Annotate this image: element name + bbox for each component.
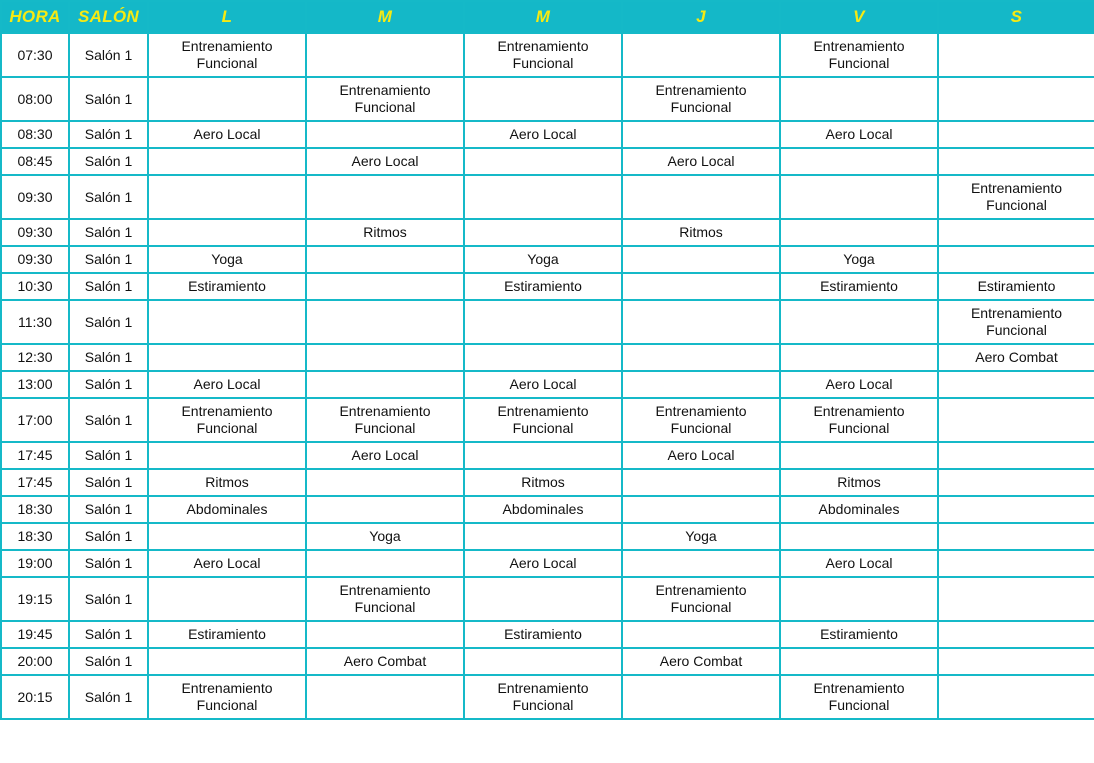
room-cell: Salón 1 [69, 344, 148, 371]
class-cell [622, 469, 780, 496]
class-cell [622, 121, 780, 148]
class-cell: Ritmos [148, 469, 306, 496]
table-row [1, 469, 1094, 496]
time-cell: 18:30 [1, 496, 69, 523]
class-cell [938, 496, 1094, 523]
header-day-s: S [938, 1, 1094, 33]
class-cell: Entrenamiento Funcional [622, 398, 780, 442]
class-cell: Estiramiento [938, 273, 1094, 300]
class-cell [780, 175, 938, 219]
header-day-m1: M [306, 1, 464, 33]
class-cell [622, 273, 780, 300]
class-cell [622, 300, 780, 344]
class-cell: Entrenamiento Funcional [306, 577, 464, 621]
class-cell: Aero Local [464, 550, 622, 577]
class-cell [306, 121, 464, 148]
class-cell: Entrenamiento Funcional [148, 675, 306, 719]
class-cell [938, 523, 1094, 550]
class-cell [938, 648, 1094, 675]
class-cell [938, 121, 1094, 148]
room-cell: Salón 1 [69, 300, 148, 344]
time-cell: 09:30 [1, 246, 69, 273]
class-cell [148, 523, 306, 550]
time-cell: 09:30 [1, 219, 69, 246]
class-cell [464, 77, 622, 121]
class-cell: Entrenamiento Funcional [938, 300, 1094, 344]
class-cell [306, 371, 464, 398]
class-cell [306, 675, 464, 719]
class-cell [464, 648, 622, 675]
time-cell: 12:30 [1, 344, 69, 371]
header-hora: HORA [1, 1, 69, 33]
class-cell [306, 621, 464, 648]
time-cell: 17:45 [1, 442, 69, 469]
class-cell: Estiramiento [464, 621, 622, 648]
class-cell: Aero Local [780, 121, 938, 148]
class-cell [148, 148, 306, 175]
room-cell: Salón 1 [69, 33, 148, 77]
class-cell [622, 371, 780, 398]
time-cell: 08:45 [1, 148, 69, 175]
class-cell [938, 33, 1094, 77]
room-cell: Salón 1 [69, 148, 148, 175]
class-cell [938, 398, 1094, 442]
room-cell: Salón 1 [69, 577, 148, 621]
time-cell: 17:00 [1, 398, 69, 442]
class-cell: Ritmos [780, 469, 938, 496]
class-cell [464, 523, 622, 550]
class-cell [780, 523, 938, 550]
room-cell: Salón 1 [69, 442, 148, 469]
room-cell: Salón 1 [69, 675, 148, 719]
header-day-v: V [780, 1, 938, 33]
class-cell: Aero Combat [622, 648, 780, 675]
class-cell [464, 148, 622, 175]
class-cell: Yoga [148, 246, 306, 273]
table-row [1, 33, 1094, 77]
time-cell: 11:30 [1, 300, 69, 344]
class-cell: Aero Local [622, 148, 780, 175]
class-cell: Entrenamiento Funcional [148, 398, 306, 442]
class-cell [306, 550, 464, 577]
class-cell: Entrenamiento Funcional [306, 398, 464, 442]
time-cell: 13:00 [1, 371, 69, 398]
class-cell: Aero Local [780, 550, 938, 577]
table-row [1, 273, 1094, 300]
table-row [1, 648, 1094, 675]
class-cell [780, 648, 938, 675]
class-cell [306, 175, 464, 219]
class-cell [938, 77, 1094, 121]
room-cell: Salón 1 [69, 398, 148, 442]
class-cell: Aero Local [464, 371, 622, 398]
header-day-m2: M [464, 1, 622, 33]
class-cell: Aero Local [148, 371, 306, 398]
class-cell [938, 148, 1094, 175]
class-cell [148, 577, 306, 621]
table-row [1, 246, 1094, 273]
class-cell [306, 33, 464, 77]
class-cell: Entrenamiento Funcional [622, 77, 780, 121]
class-cell [148, 175, 306, 219]
time-cell: 19:15 [1, 577, 69, 621]
room-cell: Salón 1 [69, 550, 148, 577]
class-cell: Aero Local [622, 442, 780, 469]
room-cell: Salón 1 [69, 496, 148, 523]
class-cell: Estiramiento [148, 273, 306, 300]
class-cell: Ritmos [464, 469, 622, 496]
class-cell: Estiramiento [148, 621, 306, 648]
room-cell: Salón 1 [69, 523, 148, 550]
class-cell [148, 344, 306, 371]
class-cell: Aero Combat [306, 648, 464, 675]
class-cell [780, 442, 938, 469]
class-cell: Entrenamiento Funcional [622, 577, 780, 621]
room-cell: Salón 1 [69, 121, 148, 148]
class-cell: Entrenamiento Funcional [780, 33, 938, 77]
room-cell: Salón 1 [69, 621, 148, 648]
class-cell: Entrenamiento Funcional [780, 398, 938, 442]
table-row [1, 175, 1094, 219]
class-cell [306, 300, 464, 344]
class-cell [148, 442, 306, 469]
class-cell [938, 675, 1094, 719]
class-cell: Entrenamiento Funcional [464, 398, 622, 442]
schedule-body [1, 33, 1094, 719]
class-cell: Abdominales [464, 496, 622, 523]
class-cell: Yoga [622, 523, 780, 550]
class-cell [622, 175, 780, 219]
class-cell [622, 246, 780, 273]
class-cell [938, 371, 1094, 398]
class-cell: Aero Local [464, 121, 622, 148]
header-day-l: L [148, 1, 306, 33]
time-cell: 17:45 [1, 469, 69, 496]
class-cell: Entrenamiento Funcional [780, 675, 938, 719]
table-row [1, 344, 1094, 371]
class-cell: Aero Local [306, 442, 464, 469]
class-cell [938, 442, 1094, 469]
class-cell [780, 219, 938, 246]
class-cell: Ritmos [306, 219, 464, 246]
time-cell: 10:30 [1, 273, 69, 300]
table-row [1, 523, 1094, 550]
table-row [1, 371, 1094, 398]
room-cell: Salón 1 [69, 246, 148, 273]
table-row [1, 148, 1094, 175]
class-cell [148, 300, 306, 344]
class-cell: Aero Local [306, 148, 464, 175]
class-cell: Aero Combat [938, 344, 1094, 371]
class-cell [622, 344, 780, 371]
class-cell [938, 469, 1094, 496]
class-cell: Entrenamiento Funcional [464, 675, 622, 719]
class-cell: Aero Local [148, 121, 306, 148]
class-cell: Abdominales [780, 496, 938, 523]
class-cell: Aero Local [780, 371, 938, 398]
class-cell: Entrenamiento Funcional [148, 33, 306, 77]
time-cell: 20:15 [1, 675, 69, 719]
room-cell: Salón 1 [69, 648, 148, 675]
table-row [1, 300, 1094, 344]
class-cell [464, 577, 622, 621]
class-cell [780, 77, 938, 121]
time-cell: 19:00 [1, 550, 69, 577]
class-cell: Yoga [464, 246, 622, 273]
table-row [1, 621, 1094, 648]
class-cell [938, 219, 1094, 246]
class-cell [780, 300, 938, 344]
class-cell [622, 675, 780, 719]
class-cell [148, 219, 306, 246]
time-cell: 09:30 [1, 175, 69, 219]
room-cell: Salón 1 [69, 371, 148, 398]
class-cell: Estiramiento [464, 273, 622, 300]
class-cell [622, 496, 780, 523]
class-cell [938, 577, 1094, 621]
room-cell: Salón 1 [69, 469, 148, 496]
header-salon: SALÓN [69, 1, 148, 33]
class-cell [306, 273, 464, 300]
class-cell: Yoga [306, 523, 464, 550]
class-cell [780, 344, 938, 371]
class-cell: Estiramiento [780, 621, 938, 648]
class-cell: Ritmos [622, 219, 780, 246]
class-cell: Entrenamiento Funcional [464, 33, 622, 77]
class-cell [306, 469, 464, 496]
header-row [1, 1, 1094, 33]
class-cell: Entrenamiento Funcional [306, 77, 464, 121]
time-cell: 18:30 [1, 523, 69, 550]
class-cell [148, 648, 306, 675]
class-cell [306, 496, 464, 523]
time-cell: 07:30 [1, 33, 69, 77]
room-cell: Salón 1 [69, 219, 148, 246]
class-cell [780, 148, 938, 175]
class-cell [938, 550, 1094, 577]
class-cell [622, 33, 780, 77]
class-cell: Estiramiento [780, 273, 938, 300]
class-cell [780, 577, 938, 621]
time-cell: 20:00 [1, 648, 69, 675]
time-cell: 19:45 [1, 621, 69, 648]
class-cell [464, 442, 622, 469]
room-cell: Salón 1 [69, 175, 148, 219]
class-cell: Aero Local [148, 550, 306, 577]
table-row [1, 121, 1094, 148]
class-cell [622, 621, 780, 648]
class-cell [464, 219, 622, 246]
class-cell: Yoga [780, 246, 938, 273]
class-cell [464, 344, 622, 371]
class-cell [148, 77, 306, 121]
class-cell: Entrenamiento Funcional [938, 175, 1094, 219]
class-cell [938, 246, 1094, 273]
table-row [1, 675, 1094, 719]
table-row [1, 550, 1094, 577]
table-row [1, 219, 1094, 246]
class-cell [938, 621, 1094, 648]
table-row [1, 496, 1094, 523]
table-row [1, 398, 1094, 442]
class-cell [622, 550, 780, 577]
class-cell [464, 300, 622, 344]
time-cell: 08:00 [1, 77, 69, 121]
class-cell [464, 175, 622, 219]
table-row [1, 442, 1094, 469]
table-row [1, 77, 1094, 121]
time-cell: 08:30 [1, 121, 69, 148]
header-day-j: J [622, 1, 780, 33]
class-cell [306, 344, 464, 371]
class-cell: Abdominales [148, 496, 306, 523]
room-cell: Salón 1 [69, 273, 148, 300]
room-cell: Salón 1 [69, 77, 148, 121]
table-row [1, 577, 1094, 621]
class-cell [306, 246, 464, 273]
